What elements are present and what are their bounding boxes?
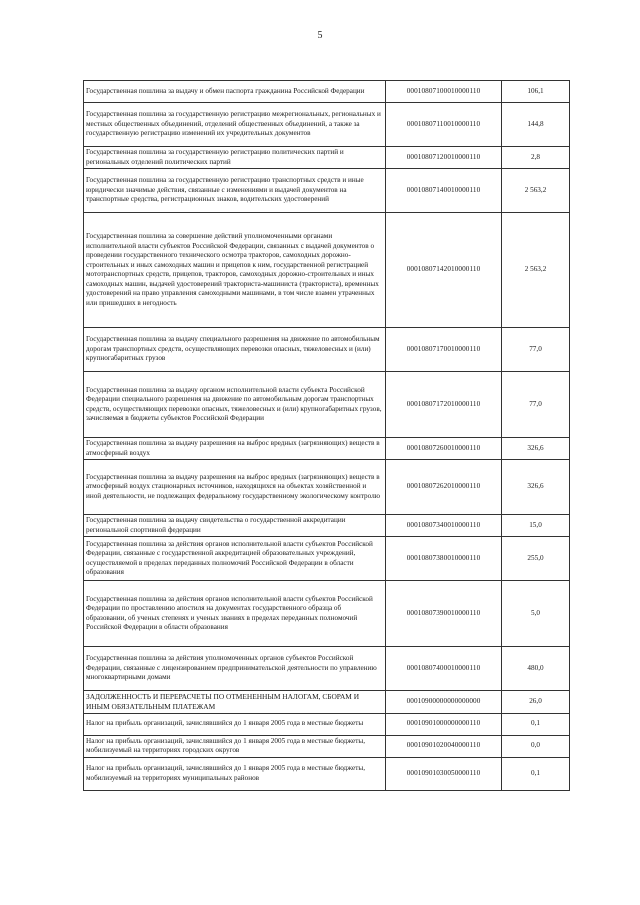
table-row [84, 438, 570, 460]
row-amount-cell: 0,1 [502, 713, 570, 735]
row-name-cell: Государственная пошлина за выдачу свидетельства о государственной аккредитации региональной спортивной федерации [84, 515, 386, 537]
row-name-cell: Государственная пошлина за выдачу и обмен паспорта гражданина Российской Федерации [84, 81, 386, 103]
table-row [84, 372, 570, 438]
table-row [84, 713, 570, 735]
row-amount-cell: 480,0 [502, 647, 570, 691]
table-row [84, 460, 570, 515]
row-code-cell: 00010807400010000110 [386, 647, 502, 691]
page-number: 5 [317, 30, 323, 41]
row-code-cell: 00010807172010000110 [386, 372, 502, 438]
row-name-cell: Государственная пошлина за действия органов исполнительной власти субъектов Российской Федерации, связанные с государственной аккредитацией образовательных учреждений, осуществляемой в пределах переданных полномочий Российской Федерации в области образования [84, 537, 386, 581]
row-code-cell: 00010901000000000110 [386, 713, 502, 735]
table-row [84, 328, 570, 372]
row-name-cell: Налог на прибыль организаций, зачислявшийся до 1 января 2005 года в местные бюджеты, мобилизуемый на территориях городских округов [84, 735, 386, 757]
budget-table [83, 80, 570, 791]
row-amount-cell: 106,1 [502, 81, 570, 103]
row-code-cell: 00010807110010000110 [386, 103, 502, 147]
row-code-cell: 00010807140010000110 [386, 169, 502, 213]
row-amount-cell: 0,1 [502, 757, 570, 790]
row-name-cell: Налог на прибыль организаций, зачислявшийся до 1 января 2005 года в местные бюджеты, мобилизуемый на территориях муниципальных районов [84, 757, 386, 790]
row-amount-cell: 15,0 [502, 515, 570, 537]
row-code-cell: 00010807340010000110 [386, 515, 502, 537]
row-name-cell: Государственная пошлина за выдачу разрешения на выброс вредных (загрязняющих) веществ в атмосферный воздух [84, 438, 386, 460]
row-code-cell: 00010900000000000000 [386, 691, 502, 714]
table-row [84, 103, 570, 147]
row-amount-cell: 5,0 [502, 581, 570, 647]
row-amount-cell: 2,8 [502, 147, 570, 169]
row-amount-cell: 2 563,2 [502, 213, 570, 328]
row-code-cell: 00010901020040000110 [386, 735, 502, 757]
table-row [84, 515, 570, 537]
row-name-cell: ЗАДОЛЖЕННОСТЬ И ПЕРЕРАСЧЕТЫ ПО ОТМЕНЕННЫМ НАЛОГАМ, СБОРАМ И ИНЫМ ОБЯЗАТЕЛЬНЫМ ПЛАТЕЖАМ [84, 691, 386, 714]
row-amount-cell: 77,0 [502, 328, 570, 372]
row-amount-cell: 255,0 [502, 537, 570, 581]
row-amount-cell: 144,8 [502, 103, 570, 147]
row-name-cell: Государственная пошлина за действия органов исполнительной власти субъектов Российской Федерации по проставлению апостиля на документах государственного образца об образовании, об ученых степенях и ученых званиях в пределах переданных полномочий Российской Федерации в области образования [84, 581, 386, 647]
row-name-cell: Государственная пошлина за действия уполномоченных органов субъектов Российской Федерации, связанные с лицензированием предпринимательской деятельности по управлению многоквартирными домами [84, 647, 386, 691]
row-name-cell: Налог на прибыль организаций, зачислявшийся до 1 января 2005 года в местные бюджеты [84, 713, 386, 735]
row-amount-cell: 0,0 [502, 735, 570, 757]
table-row [84, 691, 570, 714]
row-code-cell: 00010807100010000110 [386, 81, 502, 103]
table-row [84, 537, 570, 581]
table-body [84, 81, 570, 791]
table-row [84, 757, 570, 790]
row-amount-cell: 26,0 [502, 691, 570, 714]
row-amount-cell: 326,6 [502, 460, 570, 515]
row-name-cell: Государственная пошлина за государственную регистрацию межрегиональных, региональных и местных общественных объединений, отделений общественных объединений, а также за государственную регистрацию изменений их учредительных документов [84, 103, 386, 147]
row-code-cell: 00010807260010000110 [386, 438, 502, 460]
table-row [84, 81, 570, 103]
row-code-cell: 00010807262010000110 [386, 460, 502, 515]
row-amount-cell: 326,6 [502, 438, 570, 460]
row-code-cell: 00010807390010000110 [386, 581, 502, 647]
table-row [84, 647, 570, 691]
row-code-cell: 00010807120010000110 [386, 147, 502, 169]
table-row [84, 147, 570, 169]
row-name-cell: Государственная пошлина за выдачу разрешения на выброс вредных (загрязняющих) веществ в атмосферный воздух стационарных источников, находящихся на объектах хозяйственной и иной деятельности, не подлежащих федеральному государственному экологическому контролю [84, 460, 386, 515]
row-amount-cell: 2 563,2 [502, 169, 570, 213]
row-name-cell: Государственная пошлина за выдачу органом исполнительной власти субъекта Российской Федерации специального разрешения на движение по автомобильным дорогам транспортных средств, осуществляющих перевозки опасных, тяжеловесных и (или) крупногабаритных грузов, зачисляемая в бюджеты субъектов Российской Федерации [84, 372, 386, 438]
table-row [84, 213, 570, 328]
row-name-cell: Государственная пошлина за выдачу специального разрешения на движение по автомобильным дорогам транспортных средств, осуществляющих перевозки опасных, тяжеловесных и (или) крупногабаритных грузов [84, 328, 386, 372]
table-row [84, 581, 570, 647]
row-name-cell: Государственная пошлина за государственную регистрацию политических партий и региональных отделений политических партий [84, 147, 386, 169]
row-name-cell: Государственная пошлина за государственную регистрацию транспортных средств и иные юридически значимые действия, связанные с изменениями и выдачей документов на транспортные средства, регистрационных знаков, водительских удостоверений [84, 169, 386, 213]
row-code-cell: 00010901030050000110 [386, 757, 502, 790]
row-code-cell: 00010807380010000110 [386, 537, 502, 581]
row-name-cell: Государственная пошлина за совершение действий уполномоченными органами исполнительной власти субъектов Российской Федерации, связанных с выдачей документов о проведении государственного технического осмотра тракторов, самоходных дорожно-строительных и иных самоходных машин и прицепов к ним, государственной регистрацией мототранспортных средств, прицепов, тракторов, самоходных дорожно-строительных и иных самоходных машин, выдачей удостоверений тракториста-машиниста (тракториста), временных удостоверений на право управления самоходными машинами, в том числе взамен утраченных или пришедших в негодность [84, 213, 386, 328]
row-amount-cell: 77,0 [502, 372, 570, 438]
table-row [84, 169, 570, 213]
row-code-cell: 00010807170010000110 [386, 328, 502, 372]
table-row [84, 735, 570, 757]
row-code-cell: 00010807142010000110 [386, 213, 502, 328]
